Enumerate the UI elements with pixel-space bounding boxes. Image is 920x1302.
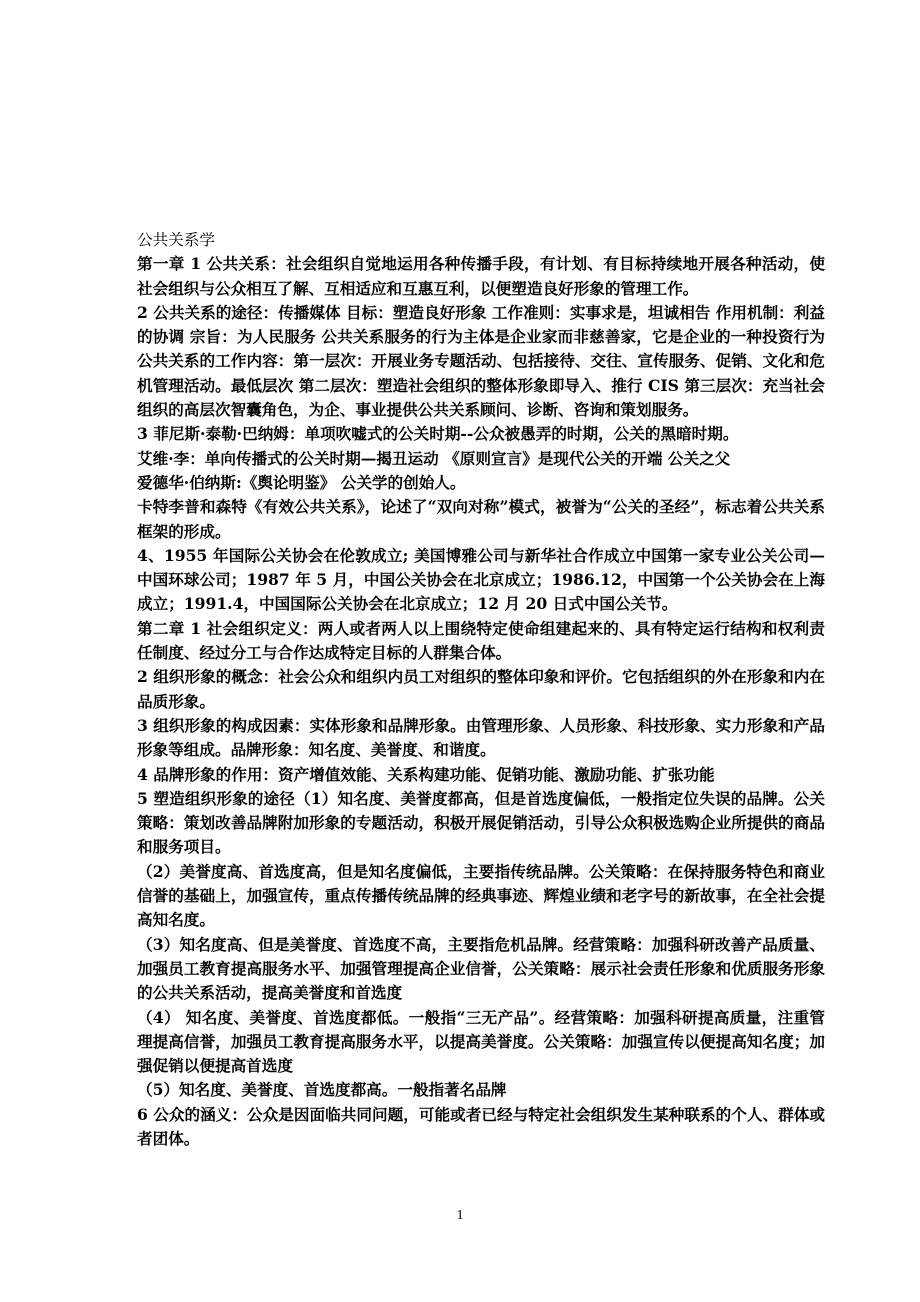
paragraph-strategy-2: （2）美誉度高、首选度高，但是知名度偏低，主要指传统品牌。公关策略：在保持服务特色和商业信誉的基础上，加强宣传，重点传播传统品牌的经典事迹、辉煌业绩和老字号的新故事，在全社会提高知名度。: [137, 861, 825, 930]
paragraph-org-image: 2 组织形象的概念：社会公众和组织内员工对组织的整体印象和评价。它包括组织的外在形象和内在品质形象。: [137, 667, 825, 711]
document-body: [137, 228, 825, 1151]
document-title: 公共关系学: [137, 231, 215, 249]
paragraph-strategy-4: （4） 知名度、美誉度、首选度都低。一般指“三无产品”。经营策略：加强科研提高质量，注重管理提高信誉，加强员工教育提高服务水平，以提高美誉度。公关策略：加强宣传以便提高知名度；加强促销以便提高首选度: [137, 1007, 825, 1076]
paragraph-strategy-5: （5）知名度、美誉度、首选度都高。一般指著名品牌: [137, 1080, 507, 1100]
paragraph-brand-role: 4 品牌形象的作用：资产增值效能、关系构建功能、促销功能、激励功能、扩张功能: [137, 764, 715, 784]
paragraph-barnum: 3 菲尼斯·泰勒·巴纳姆：单项吹嘘式的公关时期--公众被愚弄的时期，公关的黑暗时期。: [137, 424, 739, 444]
paragraph-bernays: 爱德华·伯纳斯:《舆论明鉴》 公关学的创始人。: [137, 472, 466, 492]
paragraph-history: 4、1955 年国际公关协会在伦敦成立; 美国博雅公司与新华社合作成立中国第一家专业公关公司—中国环球公司；1987 年 5 月，中国公关协会在北京成立；1986.12，中国第一个公关协会在上海成立；1991.4，中国国际公关协会在北京成立；12 月 20 日式中国公关节。: [137, 545, 825, 614]
paragraph-pr-path: 2 公共关系的途径：传播媒体 目标：塑造良好形象 工作准则：实事求是，坦诚相告 作用机制：利益的协调 宗旨：为人民服务 公共关系服务的行为主体是企业家而非慈善家，它是企业的一种投资行为 公共关系的工作内容：第一层次：开展业务专题活动、包括接待、交往、宣传服务、促销、文化和危机管理活动。最低层次 第二层次：塑造社会组织的整体形象即导入、推行 CIS 第三层次：充当社会组织的高层次智囊角色，为企、事业提供公共关系顾问、诊断、咨询和策划服务。: [137, 302, 825, 420]
paragraph-ivy-lee: 艾维·李：单向传播式的公关时期—揭丑运动 《原则宣言》是现代公关的开端 公关之父: [137, 448, 731, 468]
paragraph-cutlip-center: 卡特李普和森特《有效公共关系》，论述了“双向对称”模式，被誉为“公关的圣经”，标志着公共关系框架的形成。: [137, 497, 825, 541]
paragraph-strategy-1: 5 塑造组织形象的途径（1）知名度、美誉度都高，但是首选度偏低，一般指定位失误的品牌。公关策略：策划改善品牌附加形象的专题活动，积极开展促销活动，引导公众积极选购企业所提供的商品和服务项目。: [137, 788, 825, 857]
paragraph-ch2-def: 第二章 1 社会组织定义：两人或者两人以上围绕特定使命组建起来的、具有特定运行结构和权利责任制度、经过分工与合作达成特定目标的人群集合体。: [137, 618, 825, 663]
page-number: 1: [456, 1208, 464, 1223]
paragraph-strategy-3: （3）知名度高、但是美誉度、首选度不高，主要指危机品牌。经营策略：加强科研改善产品质量、加强员工教育提高服务水平、加强管理提高企业信誉，公关策略：展示社会责任形象和优质服务形象的公共关系活动，提高美誉度和首选度: [137, 934, 825, 1003]
paragraph-public-def: 6 公众的涵义：公众是因面临共同问题，可能或者已经与特定社会组织发生某种联系的个人、群体或者团体。: [137, 1104, 825, 1148]
paragraph-ch1-def: 第一章 1 公共关系：社会组织自觉地运用各种传播手段，有计划、有目标持续地开展各种活动，使社会组织与公众相互了解、互相适应和互惠互利，以便塑造良好形象的管理工作。: [137, 254, 825, 298]
paragraph-image-factors: 3 组织形象的构成因素：实体形象和品牌形象。由管理形象、人员形象、科技形象、实力形象和产品形象等组成。品牌形象：知名度、美誉度、和谐度。: [137, 715, 825, 760]
